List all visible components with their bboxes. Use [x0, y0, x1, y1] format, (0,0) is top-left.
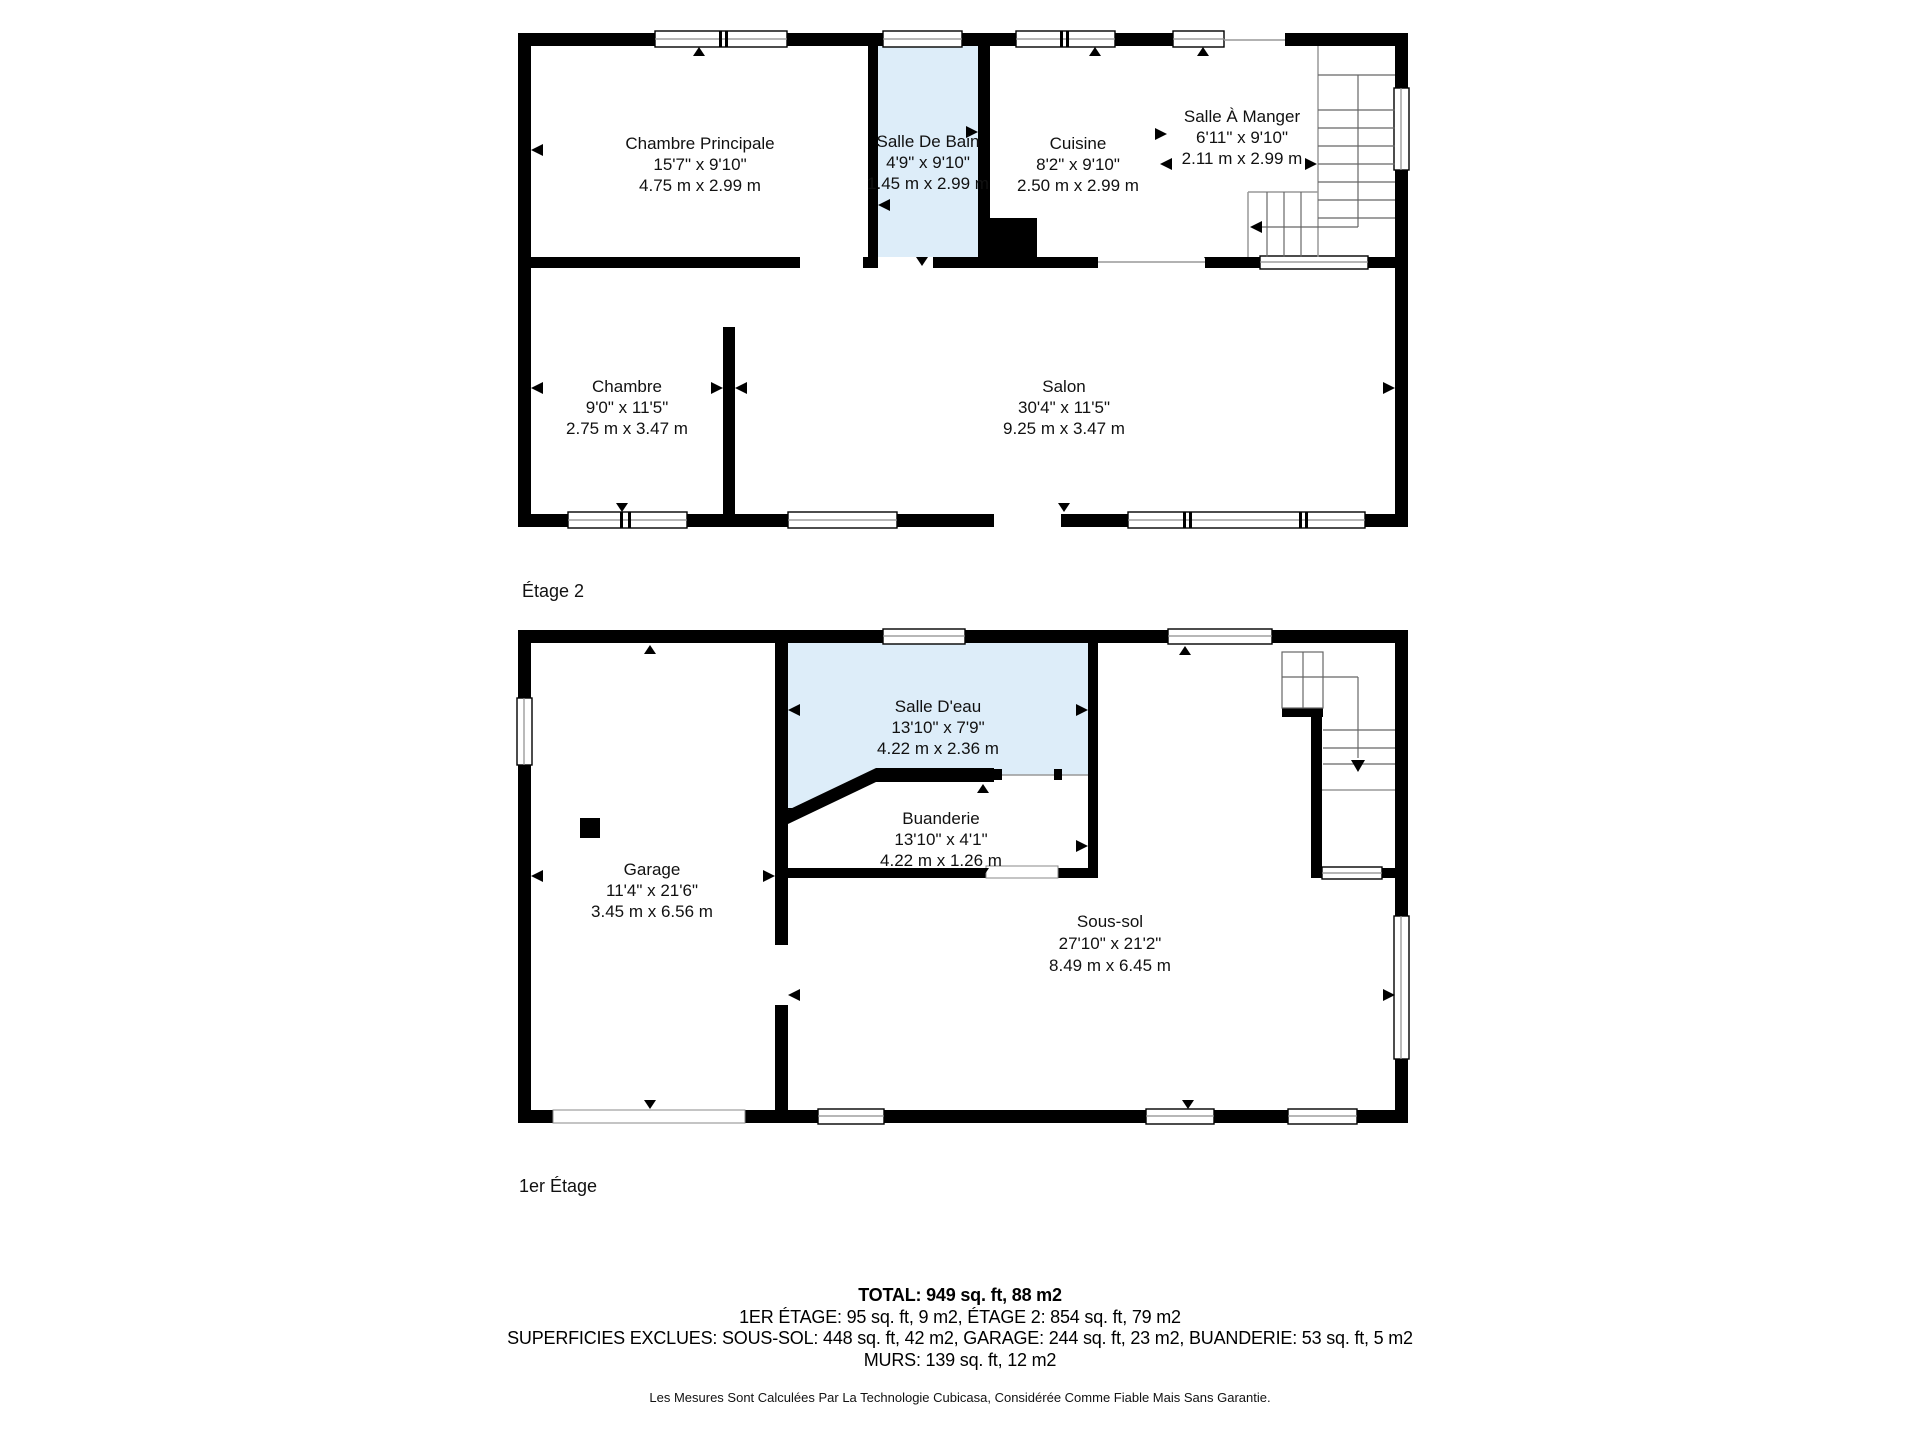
- window: [1173, 31, 1224, 47]
- window: [883, 31, 962, 47]
- room-dim-metric: 4.22 m x 2.36 m: [877, 739, 999, 758]
- window: [1322, 867, 1382, 879]
- room-label-salle-a-manger: [1182, 107, 1303, 168]
- room-name: Salle À Manger: [1183, 107, 1301, 126]
- room-name: Chambre Principale: [625, 134, 775, 153]
- room-fill-salle-de-bain: [878, 46, 978, 257]
- room-name: Cuisine: [1049, 134, 1107, 153]
- room-dim-metric: 9.25 m x 3.47 m: [1003, 419, 1125, 438]
- room-name: Garage: [623, 860, 681, 879]
- window: [1128, 512, 1365, 528]
- room-name: Salle De Bain: [876, 132, 980, 151]
- room-dim-metric: 2.75 m x 3.47 m: [566, 419, 688, 438]
- window: [818, 1109, 884, 1124]
- room-dim-metric: 2.11 m x 2.99 m: [1181, 149, 1303, 168]
- summary-floors: 1ER ÉTAGE: 95 sq. ft, 9 m2, ÉTAGE 2: 854 sq. ft, 79 m2: [739, 1306, 1181, 1327]
- room-dim-imperial: 9'0" x 11'5": [585, 398, 669, 417]
- room-dim-metric: 4.75 m x 2.99 m: [639, 176, 761, 195]
- window: [1394, 916, 1409, 1059]
- window: [1016, 31, 1115, 47]
- room-label-chambre-principale: [625, 134, 774, 195]
- window: [1168, 629, 1272, 644]
- room-label-buanderie: [880, 809, 1002, 870]
- room-dim-imperial: 13'10" x 4'1": [894, 830, 988, 849]
- room-dim-imperial: 11'4" x 21'6": [606, 881, 698, 900]
- room-dim-metric: 4.22 m x 1.26 m: [880, 851, 1002, 870]
- room-name: Sous-sol: [1076, 912, 1144, 931]
- room-dim-imperial: 15'7" x 9'10": [653, 155, 747, 174]
- window: [1288, 1109, 1357, 1124]
- window: [883, 629, 965, 644]
- floor-label-etage-2: Étage 2: [522, 581, 585, 601]
- summary-walls: MURS: 139 sq. ft, 12 m2: [863, 1349, 1057, 1370]
- room-label-chambre: [566, 377, 688, 438]
- room-name: Chambre: [592, 377, 662, 396]
- room-name: Salle D'eau: [894, 697, 982, 716]
- floor-label-1er-etage: 1er Étage: [519, 1176, 598, 1196]
- disclaimer-text: Les Mesures Sont Calculées Par La Technologie Cubicasa, Considérée Comme Fiable Mais Sans Garantie.: [649, 1390, 1271, 1405]
- stair-direction-arrow: [1250, 221, 1262, 233]
- summary-total: TOTAL: 949 sq. ft, 88 m2: [858, 1285, 1062, 1305]
- room-dim-imperial: 8'2" x 9'10": [1036, 155, 1120, 174]
- summary-excluded: SUPERFICIES EXCLUES: SOUS-SOL: 448 sq. ft, 42 m2, GARAGE: 244 sq. ft, 23 m2, BUANDERIE: 53 sq. ft, 5 m2: [507, 1328, 1413, 1348]
- room-label-sous-sol: [1049, 912, 1171, 975]
- room-name: Salon: [1042, 377, 1086, 396]
- room-dim-metric: 3.45 m x 6.56 m: [591, 902, 713, 921]
- room-dim-metric: 1.45 m x 2.99 m: [867, 174, 989, 193]
- room-label-cuisine: [1017, 134, 1139, 195]
- room-dim-imperial: 13'10" x 7'9": [891, 718, 985, 737]
- window: [568, 512, 687, 528]
- window: [655, 31, 787, 47]
- window: [788, 512, 897, 528]
- stair-direction-arrow: [1351, 760, 1365, 772]
- room-label-salle-deau: [877, 697, 999, 758]
- room-label-garage: [591, 860, 713, 921]
- room-dim-imperial: 30'4" x 11'5": [1018, 398, 1110, 417]
- room-labels-etage-2: [566, 107, 1302, 438]
- window: [1146, 1109, 1214, 1124]
- room-dim-imperial: 4'9" x 9'10": [886, 153, 970, 172]
- room-dim-imperial: 6'11" x 9'10": [1196, 128, 1288, 147]
- floor-plan-1er-etage: [517, 629, 1409, 1196]
- room-dim-imperial: 27'10" x 21'2": [1058, 934, 1162, 953]
- floor-plan-etage-2: [518, 31, 1409, 601]
- garage-post: [580, 818, 600, 838]
- boundary-lines-1er-etage: [994, 769, 1395, 790]
- room-label-salon: [1003, 377, 1125, 438]
- area-summary: [0, 1285, 1920, 1371]
- window: [1260, 256, 1368, 269]
- room-name: Buanderie: [902, 809, 980, 828]
- room-dim-metric: 8.49 m x 6.45 m: [1049, 956, 1171, 975]
- garage-door-opening: [553, 1110, 745, 1123]
- window: [517, 698, 532, 765]
- window: [1394, 88, 1409, 170]
- room-dim-metric: 2.50 m x 2.99 m: [1017, 176, 1139, 195]
